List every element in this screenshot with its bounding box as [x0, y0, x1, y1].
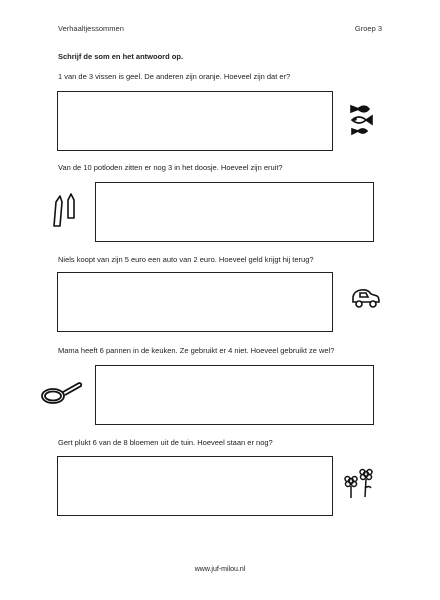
question-1-text: 1 van de 3 vissen is geel. De anderen zijn oranje. Hoeveel zijn dat er?	[58, 72, 291, 81]
question-3-text: Niels koopt van zijn 5 euro een auto van 2 euro. Hoeveel geld krijgt hij terug?	[58, 255, 314, 264]
answer-box-4[interactable]	[95, 365, 374, 425]
header-title: Verhaaltjessommen	[58, 24, 124, 33]
answer-box-2[interactable]	[95, 182, 374, 242]
flowers-icon	[342, 466, 378, 500]
footer-url[interactable]: www.juf-milou.nl	[194, 566, 246, 573]
car-icon	[350, 285, 382, 311]
question-2-text: Van de 10 potloden zitten er nog 3 in het doosje. Hoeveel zijn eruit?	[58, 163, 283, 172]
question-4-text: Mama heeft 6 pannen in de keuken. Ze gebruikt er 4 niet. Hoeveel gebruikt ze wel?	[58, 346, 335, 355]
answer-box-1[interactable]	[57, 91, 333, 151]
question-5-text: Gert plukt 6 van de 8 bloemen uit de tuin. Hoeveel staan er nog?	[58, 438, 273, 447]
instruction: Schrijf de som en het antwoord op.	[58, 52, 184, 61]
pencils-icon	[50, 190, 80, 230]
fish-icon	[346, 101, 382, 137]
answer-box-5[interactable]	[57, 456, 333, 516]
answer-box-3[interactable]	[57, 272, 333, 332]
pan-icon	[40, 378, 84, 408]
header-group: Groep 3	[354, 24, 382, 33]
